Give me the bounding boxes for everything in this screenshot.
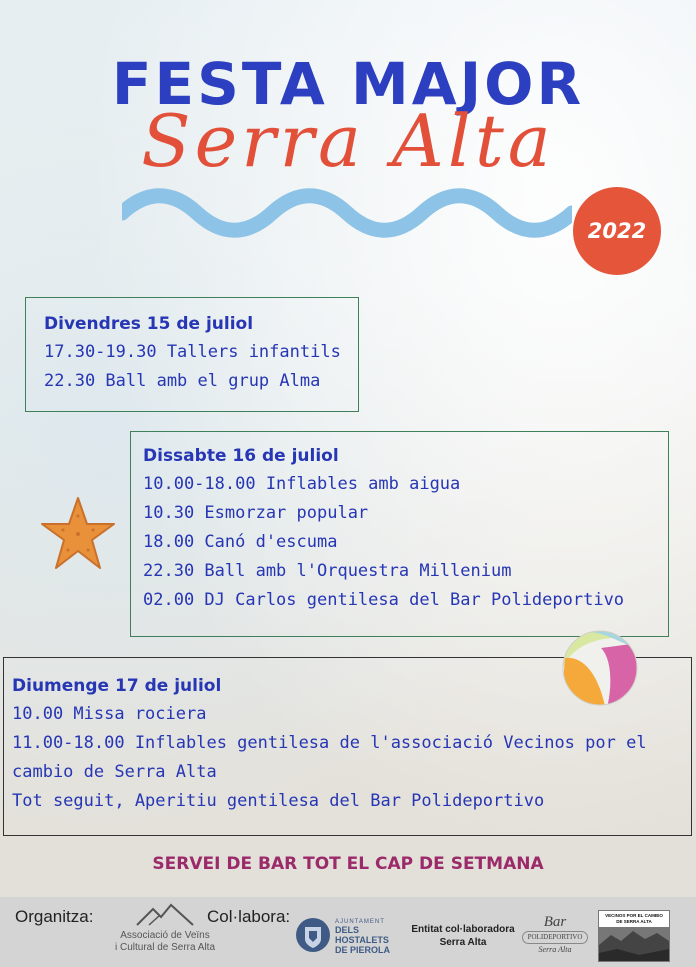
event-line: 18.00 Canó d'escuma [143,532,338,552]
bar-logo-title: Bar [543,914,567,930]
bar-logo-sub: Serra Alta [538,945,572,954]
bar-logo-name: POLIDEPORTIVO [522,931,588,944]
town-photo-icon [599,927,669,961]
association-name-line2: i Cultural de Serra Alta [114,942,216,953]
day-box-saturday [130,431,669,637]
day-box-friday [25,297,359,412]
footer-sponsors [0,897,696,967]
event-line: 17.30-19.30 Tallers infantils [44,342,341,362]
vecinos-logo [598,910,670,962]
event-line: 11.00-18.00 Inflables gentilesa de l'associació Vecinos por el cambio de Serra Alta [12,733,647,782]
entitat-line2: Serra Alta [439,937,487,948]
event-line: 22.30 Ball amb el grup Alma [44,371,321,391]
day-heading: Dissabte 16 de juliol [143,446,339,466]
wave-decoration [122,185,572,240]
bar-polideportivo-logo [520,915,590,963]
entitat-line1: Entitat col·laboradora [411,924,515,935]
event-line: 22.30 Ball amb l'Orquestra Millenium [143,561,512,581]
association-name-line1: Associació de Veïns [120,930,210,941]
organitza-label: Organitza: [15,907,94,926]
event-line: Tot seguit, Aperitiu gentilesa del Bar Polideportivo [12,791,545,811]
day-heading: Divendres 15 de juliol [44,314,254,334]
bar-service-notice: SERVEI DE BAR TOT EL CAP DE SETMANA [152,854,544,874]
entitat-logo [408,923,518,949]
starfish-icon [38,494,118,574]
coat-of-arms-icon [295,915,331,955]
beach-ball-icon [561,628,639,708]
vecinos-line1: VECINOS POR EL CAMBIO [605,913,663,918]
year-badge: 2022 [573,187,661,275]
association-logo [110,903,220,963]
day-heading: Diumenge 17 de juliol [12,676,222,696]
ajuntament-name-line2: DE PIEROLA [335,945,391,955]
ajuntament-name-line1: DELS HOSTALETS [335,925,389,945]
event-title: FESTA MAJOR [111,50,585,118]
event-subtitle: Serra Alta [141,99,555,183]
collabora-label: Col·labora: [207,907,291,926]
event-line: 10.00-18.00 Inflables amb aigua [143,474,461,494]
event-line: 02.00 DJ Carlos gentilesa del Bar Polideportivo [143,590,625,610]
ajuntament-logo [295,915,405,959]
event-line: 10.00 Missa rociera [12,704,207,724]
vecinos-line2: DE SERRA ALTA [616,919,652,924]
event-line: 10.30 Esmorzar popular [143,503,369,523]
ajuntament-label: AJUNTAMENT [335,919,385,925]
mountain-icon [135,903,195,927]
